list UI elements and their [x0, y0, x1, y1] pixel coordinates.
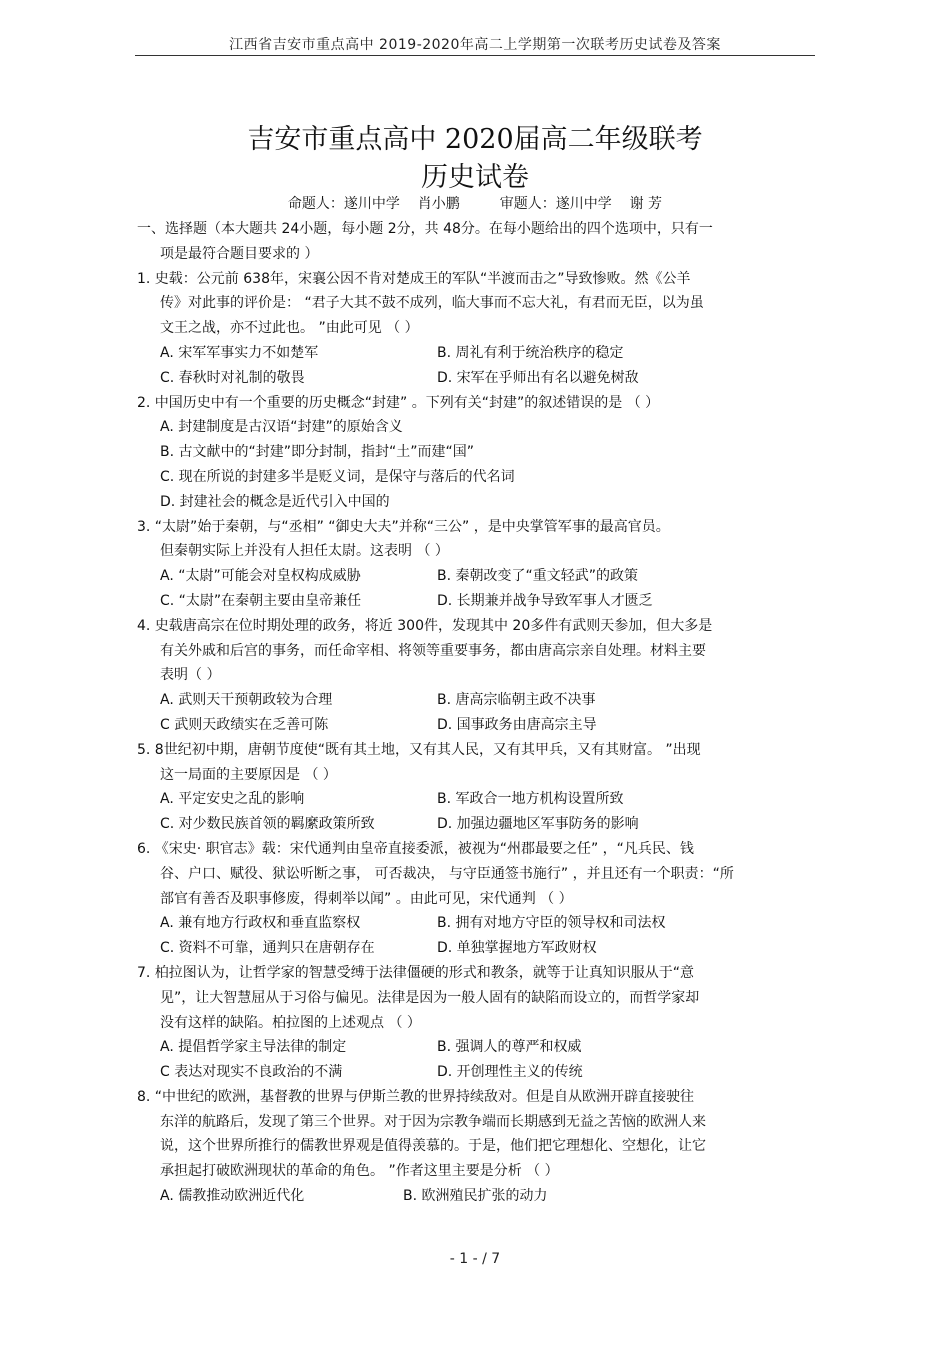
- question-4-stem: 表明（ ）: [160, 667, 221, 684]
- exam-subtitle: 历史试卷: [421, 162, 529, 193]
- question-8-options: [137, 1184, 827, 1209]
- setter-name: 肖小鹏: [417, 196, 460, 212]
- option-b[interactable]: B. 周礼有利于统治秩序的稳定: [437, 344, 624, 361]
- header-divider: [135, 55, 815, 56]
- question-8-stem: 承担起打破欧洲现状的革命的角色。 ”作者这里主要是分析 （ ）: [160, 1163, 559, 1180]
- setter-label: 命题人：遂川中学: [287, 196, 400, 212]
- option-d[interactable]: D. 单独掌握地方军政财权: [437, 940, 597, 957]
- question-6-options: [137, 911, 827, 936]
- question-3-stem: 3. “太尉”始于秦朝，与“丞相” “御史大夫”并称“三公” ，是中央掌管军事的最高官员。: [137, 518, 670, 535]
- question-5-options: [137, 812, 827, 837]
- option-d[interactable]: D. 长期兼并战争导致军事人才匮乏: [437, 592, 653, 609]
- authors-line: [0, 193, 950, 213]
- option-d[interactable]: D. 宋军在乎师出有名以避免树敌: [437, 369, 639, 386]
- option-c[interactable]: C. 对少数民族首领的羁縻政策所致: [160, 816, 375, 833]
- question-6-stem: 6. 《宋史· 职官志》载：宋代通判由皇帝直接委派，被视为“州郡最要之任” ，“凡兵民、钱: [137, 840, 694, 857]
- option-c[interactable]: C 表达对现实不良政治的不满: [160, 1064, 343, 1081]
- option-d[interactable]: D. 加强边疆地区军事防务的影响: [437, 816, 639, 833]
- question-list: [137, 217, 827, 1209]
- question-6-stem: 谷、户口、赋役、狱讼听断之事， 可否裁决， 与守臣通签书施行” ，并且还有一个职责：“所: [160, 865, 734, 882]
- question-5-stem: 这一局面的主要原因是 （ ）: [160, 766, 337, 783]
- question-3-stem: 但秦朝实际上并没有人担任太尉。这表明 （ ）: [160, 543, 449, 560]
- option-d[interactable]: D. 国事政务由唐高宗主导: [437, 716, 597, 733]
- question-1-stem: 1. 史载：公元前 638年，宋襄公因不肯对楚成王的军队“半渡而击之”导致惨败。然《公羊: [137, 270, 691, 287]
- section-instructions: 一、选择题（本大题共 24小题，每小题 2分，共 48分。在每小题给出的四个选项中，只有一: [137, 221, 713, 237]
- running-header: 江西省吉安市重点高中 2019-2020年高二上学期第一次联考历史试卷及答案: [229, 37, 721, 53]
- question-4-options: [137, 713, 827, 738]
- question-1-stem: 文王之战，亦不过此也。 ”由此可见 （ ）: [160, 320, 419, 337]
- option-c[interactable]: C 武则天政绩实在乏善可陈: [160, 716, 329, 733]
- page-number: - 1 - / 7: [449, 1251, 501, 1267]
- option-c[interactable]: C. 春秋时对礼制的敬畏: [160, 369, 305, 386]
- question-5-stem: 5. 8世纪初中期，唐朝节度使“既有其土地，又有其人民，又有其甲兵，又有其财富。 ”出现: [137, 741, 701, 758]
- question-8-stem: 说，这个世界所推行的儒教世界观是值得羡慕的。于是，他们把它理想化、空想化，让它: [160, 1138, 706, 1155]
- question-4-stem: 4. 史载唐高宗在位时期处理的政务，将近 300件，发现其中 20多件有武则天参加，但大多是: [137, 617, 713, 634]
- question-8-stem: 8. “中世纪的欧洲，基督教的世界与伊斯兰教的世界持续敌对。但是自从欧洲开辟直接驶往: [137, 1088, 695, 1105]
- option-c[interactable]: C. “太尉”在秦朝主要由皇帝兼任: [160, 592, 362, 609]
- option-b[interactable]: B. 军政合一地方机构设置所致: [437, 791, 624, 808]
- question-6-options: [137, 936, 827, 961]
- question-4-options: [137, 688, 827, 713]
- question-3-options: [137, 589, 827, 614]
- question-8-stem: 东洋的航路后，发现了第三个世界。对于因为宗教争端而长期感到无益之苦恼的欧洲人来: [160, 1113, 706, 1130]
- option-a[interactable]: A. 提倡哲学家主导法律的制定: [160, 1039, 347, 1056]
- question-7-stem: 没有这样的缺陷。柏拉图的上述观点 （ ）: [160, 1014, 421, 1031]
- question-7-stem: 见”，让大智慧屈从于习俗与偏见。法律是因为一般人固有的缺陷而设立的，而哲学家却: [160, 989, 700, 1006]
- option-a[interactable]: A. 宋军军事实力不如楚军: [160, 344, 319, 361]
- question-5-options: [137, 787, 827, 812]
- question-2-stem: 2. 中国历史中有一个重要的历史概念“封建” 。下列有关“封建”的叙述错误的是 （ ）: [137, 394, 660, 411]
- option-b[interactable]: B. 秦朝改变了“重文轻武”的政策: [437, 568, 639, 585]
- option-b[interactable]: B. 古文献中的“封建”即分封制，指封“土”而建“国”: [160, 444, 475, 461]
- option-b[interactable]: B. 拥有对地方守臣的领导权和司法权: [437, 915, 666, 932]
- question-7-options: [137, 1035, 827, 1060]
- option-d[interactable]: D. 开创理性主义的传统: [437, 1064, 583, 1081]
- option-a[interactable]: A. 儒教推动欧洲近代化: [160, 1188, 305, 1205]
- reviewer-name: 谢 芳: [629, 196, 663, 212]
- option-a[interactable]: A. 兼有地方行政权和垂直监察权: [160, 915, 361, 932]
- question-1-options: [137, 341, 827, 366]
- option-a[interactable]: A. 平定安史之乱的影响: [160, 791, 305, 808]
- option-b[interactable]: B. 唐高宗临朝主政不决事: [437, 692, 596, 709]
- question-1-stem: 传》对此事的评价是： “君子大其不鼓不成列，临大事而不忘大礼，有君而无臣，以为虽: [160, 295, 704, 312]
- option-c[interactable]: C. 资料不可靠，通判只在唐朝存在: [160, 940, 375, 957]
- option-a[interactable]: A. “太尉”可能会对皇权构成威胁: [160, 568, 361, 585]
- option-b[interactable]: B. 强调人的尊严和权威: [437, 1039, 582, 1056]
- question-3-options: [137, 564, 827, 589]
- section-instructions-cont: 项是最符合题目要求的 ）: [160, 245, 319, 262]
- question-7-options: [137, 1060, 827, 1085]
- option-a[interactable]: A. 封建制度是古汉语“封建”的原始含义: [160, 419, 403, 436]
- exam-title: 吉安市重点高中 2020届高二年级联考: [247, 124, 703, 155]
- option-c[interactable]: C. 现在所说的封建多半是贬义词，是保守与落后的代名词: [160, 468, 515, 485]
- question-4-stem: 有关外戚和后宫的事务，而任命宰相、将领等重要事务，都由唐高宗亲自处理。材料主要: [160, 642, 706, 659]
- question-1-options: [137, 366, 827, 391]
- option-b[interactable]: B. 欧洲殖民扩张的动力: [403, 1188, 548, 1205]
- reviewer-label: 审题人：遂川中学: [499, 196, 612, 212]
- option-a[interactable]: A. 武则天干预朝政较为合理: [160, 692, 333, 709]
- question-6-stem: 部官有善否及职事修废，得刺举以闻” 。由此可见，宋代通判 （ ）: [160, 890, 573, 907]
- question-7-stem: 7. 柏拉图认为，让哲学家的智慧受缚于法律僵硬的形式和教条，就等于让真知识服从于“意: [137, 964, 695, 981]
- option-d[interactable]: D. 封建社会的概念是近代引入中国的: [160, 493, 390, 510]
